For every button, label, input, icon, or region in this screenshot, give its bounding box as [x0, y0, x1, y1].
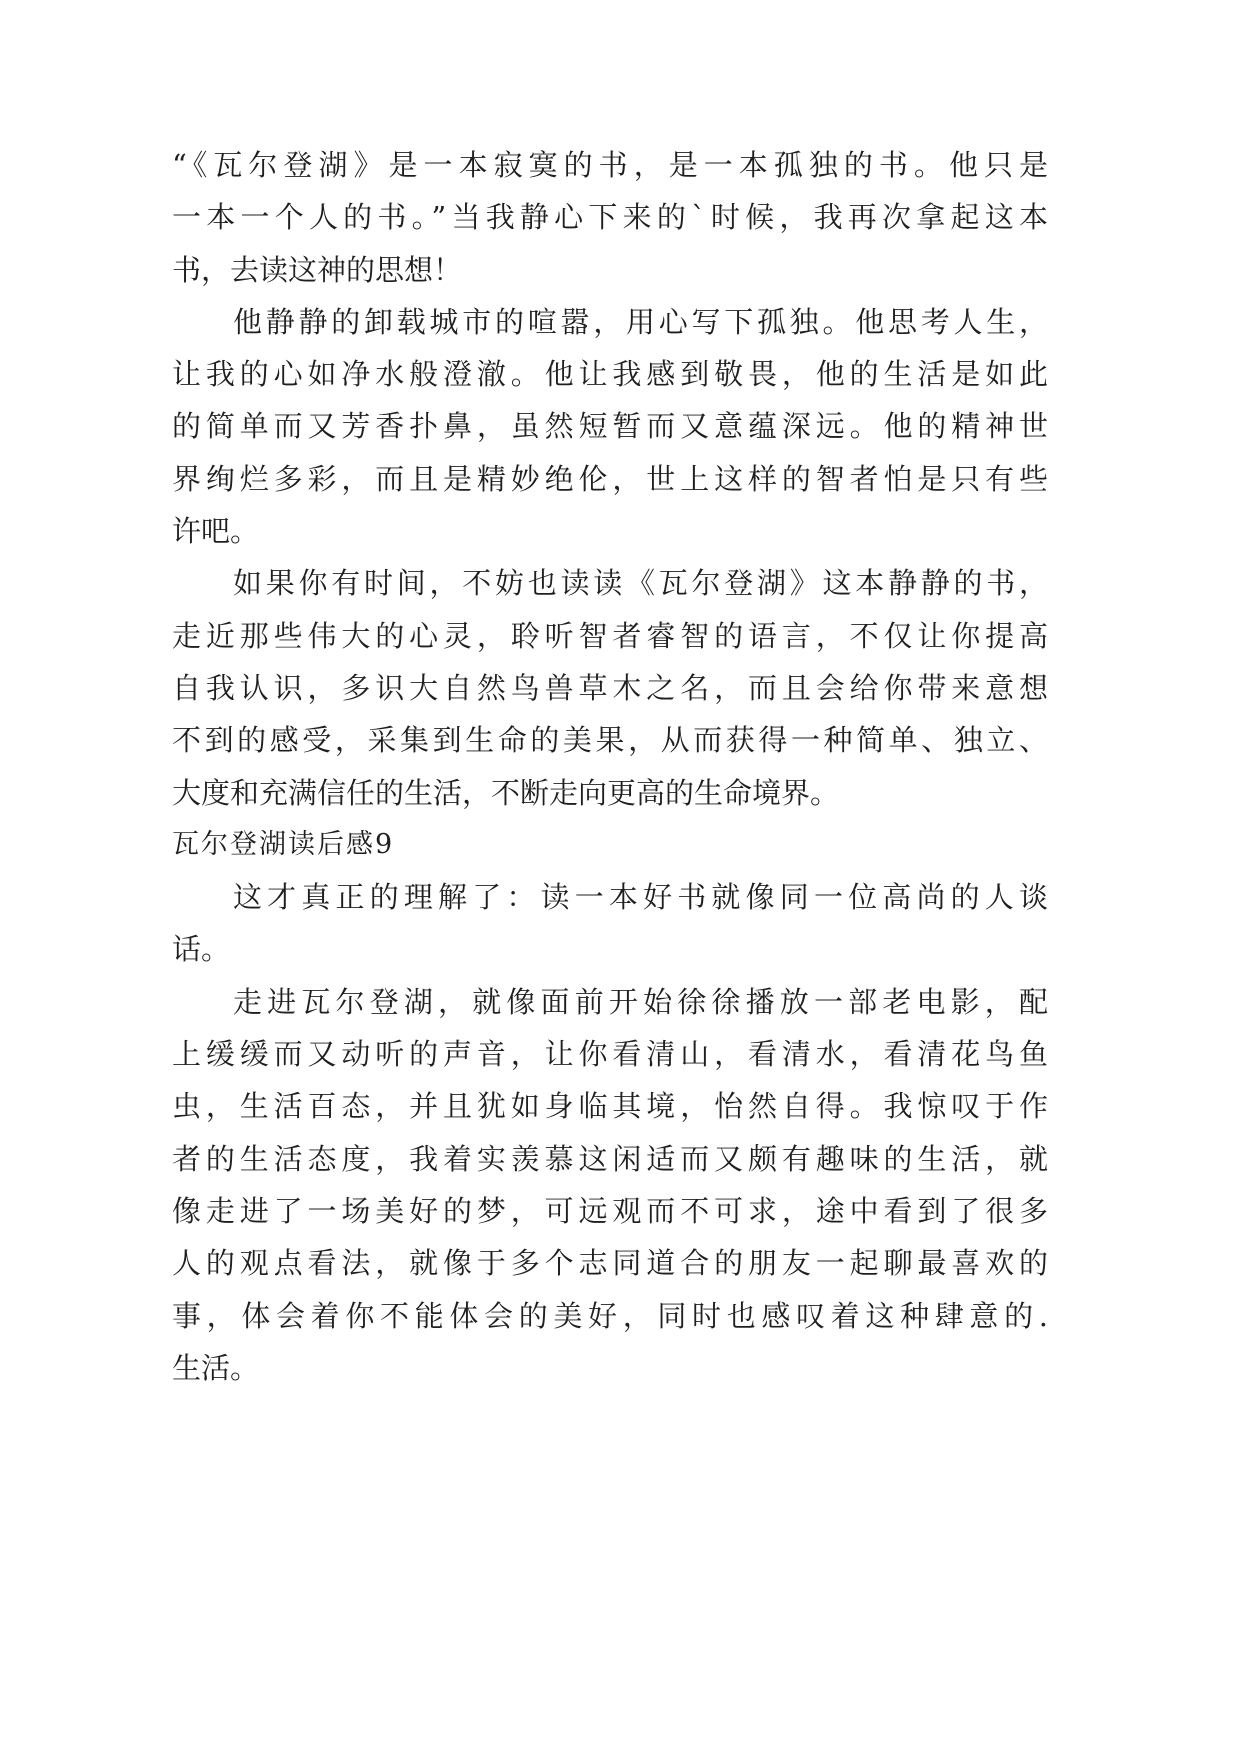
paragraph-line: 像走进了一场美好的梦，可远观而不可求，途中看到了很多: [172, 1193, 1048, 1228]
paragraph-line: 上缓缓而又动听的声音，让你看清山，看清水，看清花鸟鱼: [172, 1037, 1048, 1072]
paragraph-line: 不到的感受，采集到生命的美果，从而获得一种简单、独立、: [172, 723, 1048, 758]
paragraph-line: 他静静的卸载城市的喧嚣，用心写下孤独。他思考人生，: [233, 304, 1048, 339]
paragraph-line: “《瓦尔登湖》是一本寂寞的书，是一本孤独的书。他只是: [172, 148, 1048, 182]
paragraph-line: 走进瓦尔登湖，就像面前开始徐徐播放一部老电影，配: [233, 984, 1048, 1019]
paragraph-line: 书，去读这神的思想！: [172, 252, 463, 287]
paragraph-line: 的简单而又芳香扑鼻，虽然短暂而又意蕴深远。他的精神世: [172, 409, 1048, 444]
paragraph: [172, 871, 1048, 976]
paragraph: [172, 296, 1048, 557]
paragraph: [172, 557, 1048, 818]
paragraph: [172, 976, 1048, 1394]
paragraph-line: 这才真正的理解了：读一本好书就像同一位高尚的人谈: [233, 880, 1048, 915]
paragraph-line: 话。: [172, 932, 231, 967]
paragraph-line: 界绚烂多彩，而且是精妙绝伦，世上这样的智者怕是只有些: [172, 461, 1048, 496]
paragraph-line: 事，体会着你不能体会的美好，同时也感叹着这种肆意的.: [172, 1298, 1048, 1333]
paragraph-line: 生活。: [172, 1350, 260, 1385]
paragraph-line: 走近那些伟大的心灵，聆听智者睿智的语言，不仅让你提高: [172, 618, 1048, 653]
paragraph-line: 者的生活态度，我着实羡慕这闲适而又颇有趣味的生活，就: [172, 1141, 1048, 1176]
paragraph-line: 虫，生活百态，并且犹如身临其境，怡然自得。我惊叹于作: [172, 1089, 1048, 1124]
document-body: [172, 139, 1048, 1394]
paragraph-line: 如果你有时间，不妨也读读《瓦尔登湖》这本静静的书，: [233, 566, 1048, 601]
paragraph-line: 自我认识，多识大自然鸟兽草木之名，而且会给你带来意想: [172, 670, 1048, 705]
paragraph-line: 一本一个人的书。”当我静心下来的`时候，我再次拿起这本: [172, 200, 1048, 235]
paragraph-line: 人的观点看法，就像于多个志同道合的朋友一起聊最喜欢的: [172, 1246, 1048, 1281]
paragraph-line: 大度和充满信任的生活，不断走向更高的生命境界。: [172, 775, 840, 810]
section-heading: 瓦尔登湖读后感9: [172, 828, 395, 860]
paragraph-line: 让我的心如净水般澄澈。他让我感到敬畏，他的生活是如此: [172, 357, 1048, 392]
paragraph: [172, 139, 1048, 296]
paragraph-line: 许吧。: [172, 514, 260, 549]
